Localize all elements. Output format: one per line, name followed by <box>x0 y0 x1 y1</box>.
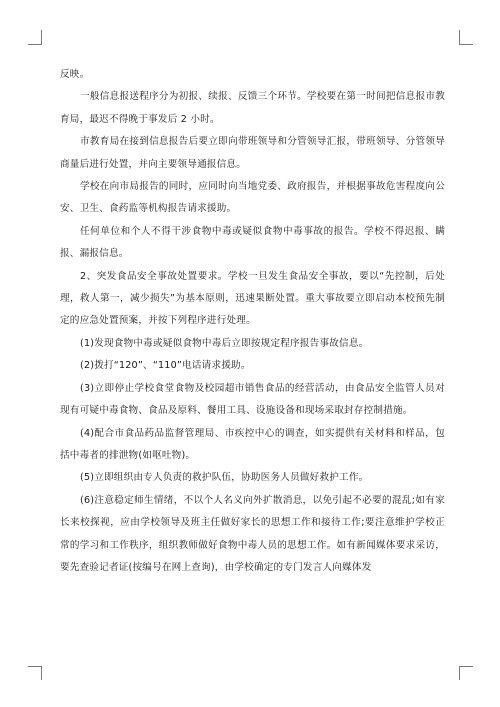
paragraph-report-procedure: 一般信息报送程序分为初报、续报、反馈三个环节。学校要在第一时间把信息报市教育局，最迟不得晚于事发后 2 小时。 <box>60 91 445 125</box>
paragraph-handling-requirements: 2、突发食品安全事故处置要求。学校一旦发生食品安全事故，要以“先控制，后处理，救人第一，减少损失”为基本原则，迅速果断处置。重大事故要立即启动本校预先制定的应急处置预案，并按下列程序进行处理。 <box>60 270 445 327</box>
paragraph-no-interference: 任何单位和个人不得干涉食物中毒或疑似食物中毒事故的报告。学校不得迟报、瞒报、漏报信息。 <box>60 225 445 260</box>
crop-mark-bottom-right-v <box>459 666 460 680</box>
crop-mark-top-left-v <box>41 30 42 44</box>
paragraph-school-report: 学校在向市局报告的同时，应同时向当地党委、政府报告，并根据事故危害程度向公安、卫生、食药监等机构报告请求援助。 <box>60 181 445 215</box>
list-item-step-2: (2)拨打“120”、“110”电话请求援助。 <box>80 360 251 372</box>
paragraph-continuation: 反映。 <box>60 69 90 80</box>
crop-mark-top-right-v <box>459 30 460 44</box>
list-item-step-1: (1)发现食物中毒或疑似食物中毒后立即按规定程序报告事故信息。 <box>80 337 369 349</box>
crop-mark-bottom-left-v <box>41 666 42 680</box>
list-item-step-3: (3)立即停止学校食堂食物及校园超市销售食品的经营活动，由食品安全监管人员对现有可疑中毒食物、食品及原料、餐用工具、设施设备和现场采取封存控制措施。 <box>60 382 445 417</box>
list-item-step-4: (4)配合市食品药品监督管理局、市疾控中心的调查，如实提供有关材料和样品，包括中毒者的排泄物(如呕吐物)。 <box>60 427 445 461</box>
crop-mark-bottom-left-h <box>28 666 42 667</box>
crop-mark-top-left-h <box>28 44 42 45</box>
crop-mark-top-right-h <box>459 44 473 45</box>
list-item-step-5: (5)立即组织由专人负责的救护队伍，协助医务人员做好救护工作。 <box>80 472 369 484</box>
document-body <box>60 64 445 579</box>
crop-mark-bottom-right-h <box>459 666 473 667</box>
list-item-step-6: (6)注意稳定师生情绪，不以个人名义向外扩散消息，以免引起不必要的混乱;如有家长来校探视，应由学校领导及班主任做好家长的思想工作和接待工作;要注意维护学校正常的学习和工作秩序，组织教师做好食物中毒人员的思想工作。如有新闻媒体要求采访，要先查验记者证(按编号在网上查询)，由学校确定的专门发言人向媒体发 <box>60 494 445 573</box>
paragraph-education-bureau: 市教育局在接到信息报告后要立即向带班领导和分管领导汇报，带班领导、分管领导商量后进行处置，并向主要领导通报信息。 <box>60 136 445 170</box>
